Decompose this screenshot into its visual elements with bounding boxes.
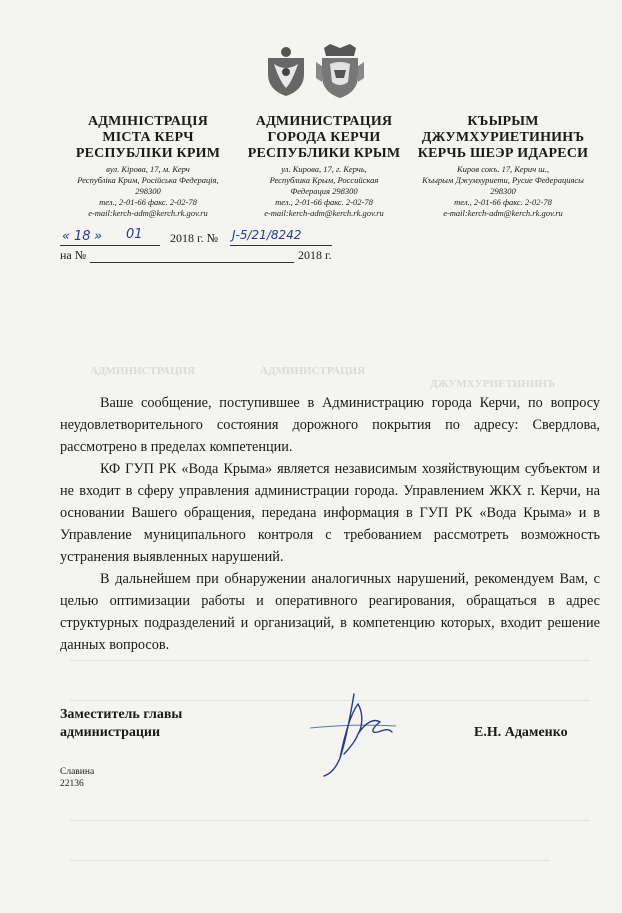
ref-close-quote: » — [94, 229, 103, 244]
header-left-title-1: АДМІНІСТРАЦІЯ — [87, 114, 209, 129]
signatory-position — [60, 706, 182, 742]
header-left-address-3: 298300 — [135, 186, 161, 196]
ref-month: 01 — [126, 227, 143, 242]
header-left-title-3: РЕСПУБЛІКИ КРИМ — [75, 146, 221, 161]
reference-date-line — [60, 227, 360, 248]
ref-day: 18 — [74, 229, 91, 244]
header-right-address-2: Къырым Джумхуриети, Русие Федерациясы — [422, 175, 584, 185]
header-center-phone: тел., 2-01-66 факс. 2-02-78 — [275, 197, 373, 207]
executor-name: Славина — [60, 767, 95, 777]
body-paragraph-1: Ваше сообщение, поступившее в Администрацию города Керчи, по вопросу неудовлетворительного состояния дорожного покрытия по адресу: Свердлова, рассмотрено в пределах компетенции. — [60, 395, 600, 455]
letter-body — [60, 392, 600, 656]
header-right-phone: тел., 2-01-66 факс. 2-02-78 — [454, 197, 552, 207]
header-center-title-1: АДМИНИСТРАЦИЯ — [255, 114, 393, 129]
handwritten-signature-icon — [300, 688, 410, 780]
header-left-address-2: Республіка Крим, Російська Федерація, — [77, 175, 219, 185]
kerch-emblem-icon — [314, 42, 366, 100]
header-right-title-2: ДЖУМХУРИЕТИНИНЪ — [421, 130, 585, 145]
header-right-address-3: 298300 — [490, 186, 516, 196]
header-right-address-1: Киров сокъ. 17, Керич ш., — [457, 164, 549, 174]
signatory-name: Е.Н. Адаменко — [474, 725, 568, 740]
header-left-email: e-mail:kerch-adm@kerch.rk.gov.ru — [88, 208, 208, 218]
ref-reply-label: на № — [60, 248, 87, 262]
header-right-title-3: КЕРЧЬ ШЕЭР ИДАРЕСИ — [417, 146, 589, 161]
executor-info — [60, 766, 94, 790]
header-center — [238, 114, 410, 219]
header-center-address-3: Федерация 298300 — [290, 186, 358, 196]
body-paragraph-3: В дальнейшем при обнаружении аналогичных нарушений, рекомендуем Вам, с целью оптимизации работы и оперативного реагирования, обращаться в адрес структурных подразделений и организаций, в компетенцию которых, входит решение данных вопросов. — [60, 571, 600, 653]
signatory-position-line-1: Заместитель главы — [60, 707, 183, 722]
header-left-phone: тел., 2-01-66 факс. 2-02-78 — [99, 197, 197, 207]
header-center-email: e-mail:kerch-adm@kerch.rk.gov.ru — [264, 208, 384, 218]
executor-phone: 22136 — [60, 779, 84, 789]
header-right-title-1: КЪЫРЫМ — [467, 114, 539, 129]
ref-reply-year: 2018 г. — [298, 248, 332, 262]
header-center-address-1: ул. Кирова, 17, г. Керчь, — [281, 164, 367, 174]
header-left-address-1: вул. Кірова, 17, м. Керч — [106, 164, 190, 174]
header-center-title-2: ГОРОДА КЕРЧИ — [267, 130, 381, 145]
ref-open-quote: « — [62, 229, 71, 244]
reference-reply-line — [60, 248, 360, 266]
body-paragraph-2: КФ ГУП РК «Вода Крыма» является независимым хозяйствующим субъектом и не входит в сферу управления администрации города. Управлением ЖКХ г. Керчи, на основании Вашего обращения, передана информация в ГУП РК «Вода Крыма» и в Управление муниципального контроля с требованием рассмотреть возможность устранения выявленных нарушений. — [60, 461, 600, 565]
crimea-emblem-icon — [262, 44, 310, 98]
header-left-title-2: МІСТА КЕРЧ — [102, 130, 194, 145]
ref-year-label: 2018 г. № — [170, 231, 219, 245]
header-left — [58, 114, 238, 219]
header-center-address-2: Республика Крым, Российская — [269, 175, 379, 185]
ref-number: J-5/21/8242 — [232, 228, 302, 242]
header-right-email: e-mail:kerch-adm@kerch.rk.gov.ru — [443, 208, 563, 218]
header-center-title-3: РЕСПУБЛИКИ КРЫМ — [247, 146, 401, 161]
header-right — [412, 114, 594, 219]
signatory-position-line-2: администрации — [60, 725, 161, 740]
